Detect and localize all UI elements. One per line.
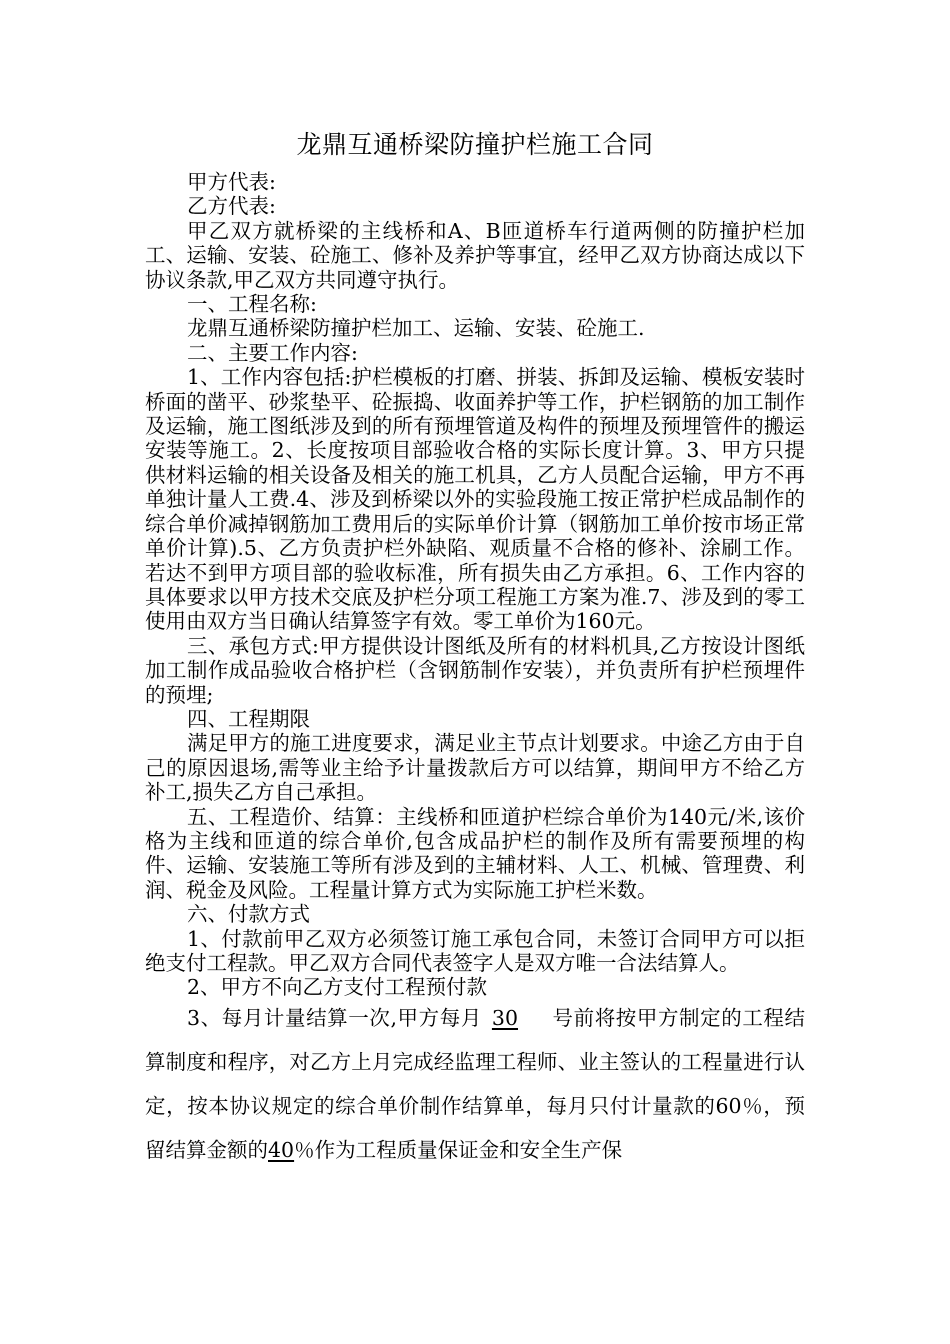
schedule-paragraph: 满足甲方的施工进度要求，满足业主节点计划要求。中途乙方由于自己的原因退场,需等业主给予计量拨款后方可以结算，期间甲方不给乙方补工,损失乙方自己承担。 (145, 731, 805, 805)
payment-clause-3-part-b: 号前将按甲方制定的工程结算制度和程序，对乙方上月完成经监理工程师、业主签认的工程量进行认定，按本协议规定的综合单价制作结算单，每月只付计量款的60％，预留结算金额的 (145, 1005, 806, 1162)
section-1-heading: 一、工程名称: (187, 292, 317, 317)
section-3-contract-mode: 三、承包方式:甲方提供设计图纸及所有的材料机具,乙方按设计图纸加工制作成品验收合格护栏（含钢筋制作安装），并负责所有护栏预埋件的预埋; (145, 633, 805, 707)
project-name: 龙鼎互通桥梁防撞护栏加工、运输、安装、砼施工. (187, 316, 645, 341)
payment-clause-2: 2、甲方不向乙方支付工程预付款 (187, 975, 488, 1000)
party-b-representative: 乙方代表: (187, 194, 276, 219)
section-5-pricing: 五、工程造价、结算：主线桥和匝道护栏综合单价为140元/米,该价格为主线和匝道的综合单价,包含成品护栏的制作及所有需要预埋的构件、运输、安装施工等所有涉及到的主辅材料、人工、机械、管理费、利润、税金及风险。工程量计算方式为实际施工护栏米数。 (145, 804, 805, 902)
contract-title: 龙鼎互通桥梁防撞护栏施工合同 (296, 130, 654, 159)
payment-clause-3-part-c: ％作为工程质量保证金和安全生产保 (294, 1137, 623, 1162)
section-6-heading: 六、付款方式 (187, 902, 310, 927)
preamble-paragraph: 甲乙双方就桥梁的主线桥和A、B匝道桥车行道两侧的防撞护栏加工、运输、安装、砼施工、修补及养护等事宜，经甲乙双方协商达成以下协议条款,甲乙双方共同遵守执行。 (145, 218, 805, 292)
contract-body (145, 170, 805, 1172)
payment-clause-3-part-a: 3、每月计量结算一次,甲方每月 (187, 1005, 482, 1030)
payment-clause-3 (145, 996, 805, 1172)
section-2-heading: 二、主要工作内容: (187, 340, 358, 365)
payment-clause-1: 1、付款前甲乙双方必须签订施工承包合同，未签订合同甲方可以拒绝支付工程款。甲乙双方合同代表签字人是双方唯一合法结算人。 (145, 926, 805, 975)
work-content-paragraph: 1、工作内容包括:护栏模板的打磨、拼装、拆卸及运输、模板安装时桥面的凿平、砂浆垫平、砼振捣、收面养护等工作，护栏钢筋的加工制作及运输，施工图纸涉及到的所有预埋管道及构件的预埋及预埋管件的搬运安装等施工。2、长度按项目部验收合格的实际长度计算。3、甲方只提供材料运输的相关设备及相关的施工机具，乙方人员配合运输，甲方不再单独计量人工费.4、涉及到桥梁以外的实验段施工按正常护栏成品制作的综合单价减掉钢筋加工费用后的实际单价计算（钢筋加工单价按市场正常单价计算).5、乙方负责护栏外缺陷、观质量不合格的修补、涂刷工作。若达不到甲方项目部的验收标准，所有损失由乙方承担。6、工作内容的具体要求以甲方技术交底及护栏分项工程施工方案为准.7、涉及到的零工使用由双方当日确认结算签字有效。零工单价为160元。 (145, 365, 805, 634)
section-4-heading: 四、工程期限 (187, 706, 310, 731)
party-a-representative: 甲方代表: (187, 170, 276, 194)
settlement-day-fill: 30 (491, 1005, 519, 1030)
retention-percent-fill: 40 (268, 1137, 295, 1162)
